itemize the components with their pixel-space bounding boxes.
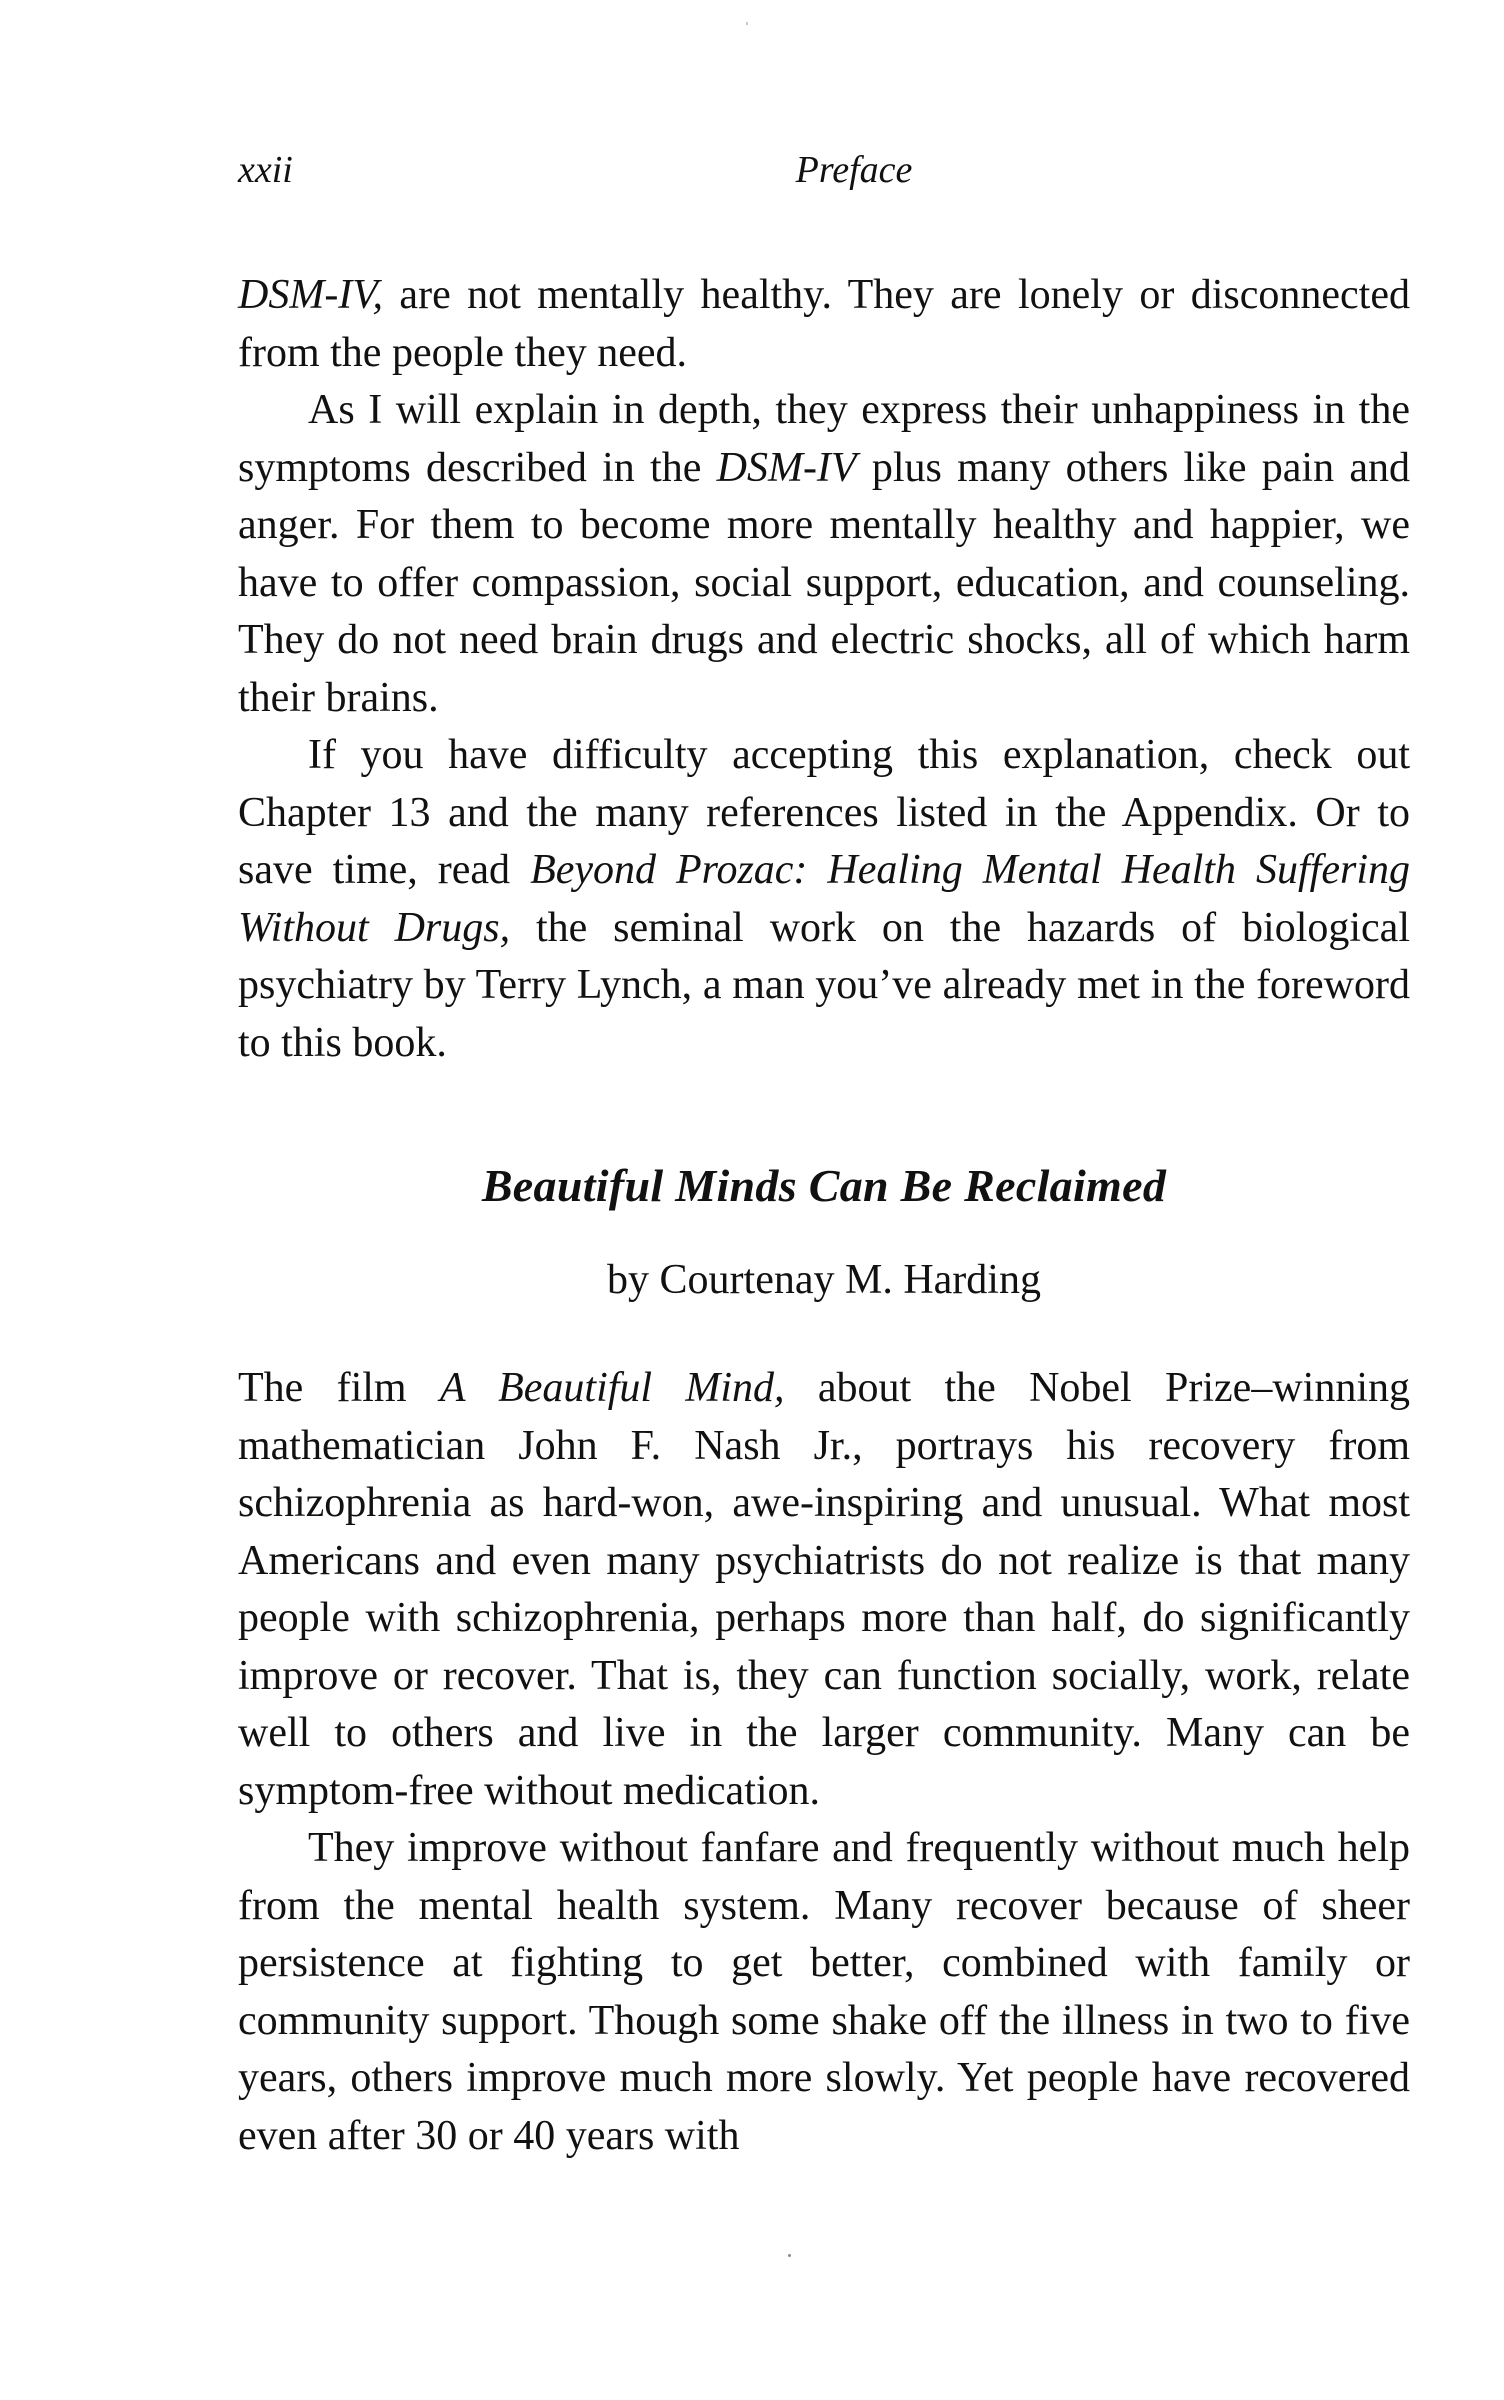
paragraph-text: the seminal work on the hazards of biological psychiatry by Terry Lynch, a man you’ve already met in the foreword to this book. (238, 904, 1410, 1066)
paragraph (238, 1360, 1410, 1820)
preface-continuation (238, 267, 1410, 1072)
paragraph (238, 267, 1410, 382)
scan-speck (746, 22, 748, 25)
paragraph-text: If you have difficulty accepting this explanation, check out Chapter 13 and the many references listed in the Appendix. Or to save time, read (238, 732, 1410, 893)
book-title: Beyond Prozac: Healing Mental Health Suffering Without Drugs, (238, 847, 1411, 951)
italic-term: DSM-IV, (238, 272, 384, 318)
byline: by Courtenay M. Harding (607, 1257, 1041, 1303)
paragraph-text: plus many others like pain and anger. For them to become more mentally healthy and happier, we have to offer compassion, social support, education, and counseling. They do not need brain drugs and electric shocks, all of which harm their brains. (238, 444, 1410, 721)
paragraph-text: The film (238, 1365, 440, 1411)
scan-speck (788, 2254, 791, 2257)
paragraph-text: They improve without fanfare and frequently without much help from the mental health system. Many recover because of sheer persistence at fighting to get better, combined with family or community support. Though some shake off the illness in two to five years, others improve much more slowly. Yet people have recovered even after 30 or 40 years with (238, 1825, 1410, 2159)
essay-body (238, 1360, 1410, 2165)
running-title: Preface (795, 149, 913, 191)
paragraph-text: As I will explain in depth, they express their unhappiness in the symptoms described in the (238, 387, 1410, 491)
film-title: A Beautiful Mind, (439, 1365, 785, 1411)
section-heading: Beautiful Minds Can Be Reclaimed (481, 1160, 1167, 1211)
running-head (238, 142, 1410, 198)
paragraph (238, 727, 1410, 1072)
page-number: xxii (238, 149, 293, 191)
paragraph-text: are not mentally healthy. They are lonely or disconnected from the people they need. (238, 272, 1410, 376)
paragraph (238, 382, 1410, 727)
paragraph (238, 1820, 1410, 2165)
italic-term: DSM-IV (716, 444, 857, 491)
paragraph-text: about the Nobel Prize–winning mathematician John F. Nash Jr., portrays his recovery from schizophrenia as hard-won, awe-inspiring and unusual. What most Americans and even many psychiatrists do not realize is that many people with schizophrenia, perhaps more than half, do significantly improve or recover. That is, they can function socially, work, relate well to others and live in the larger community. Many can be symptom-free without medication. (238, 1365, 1410, 1814)
